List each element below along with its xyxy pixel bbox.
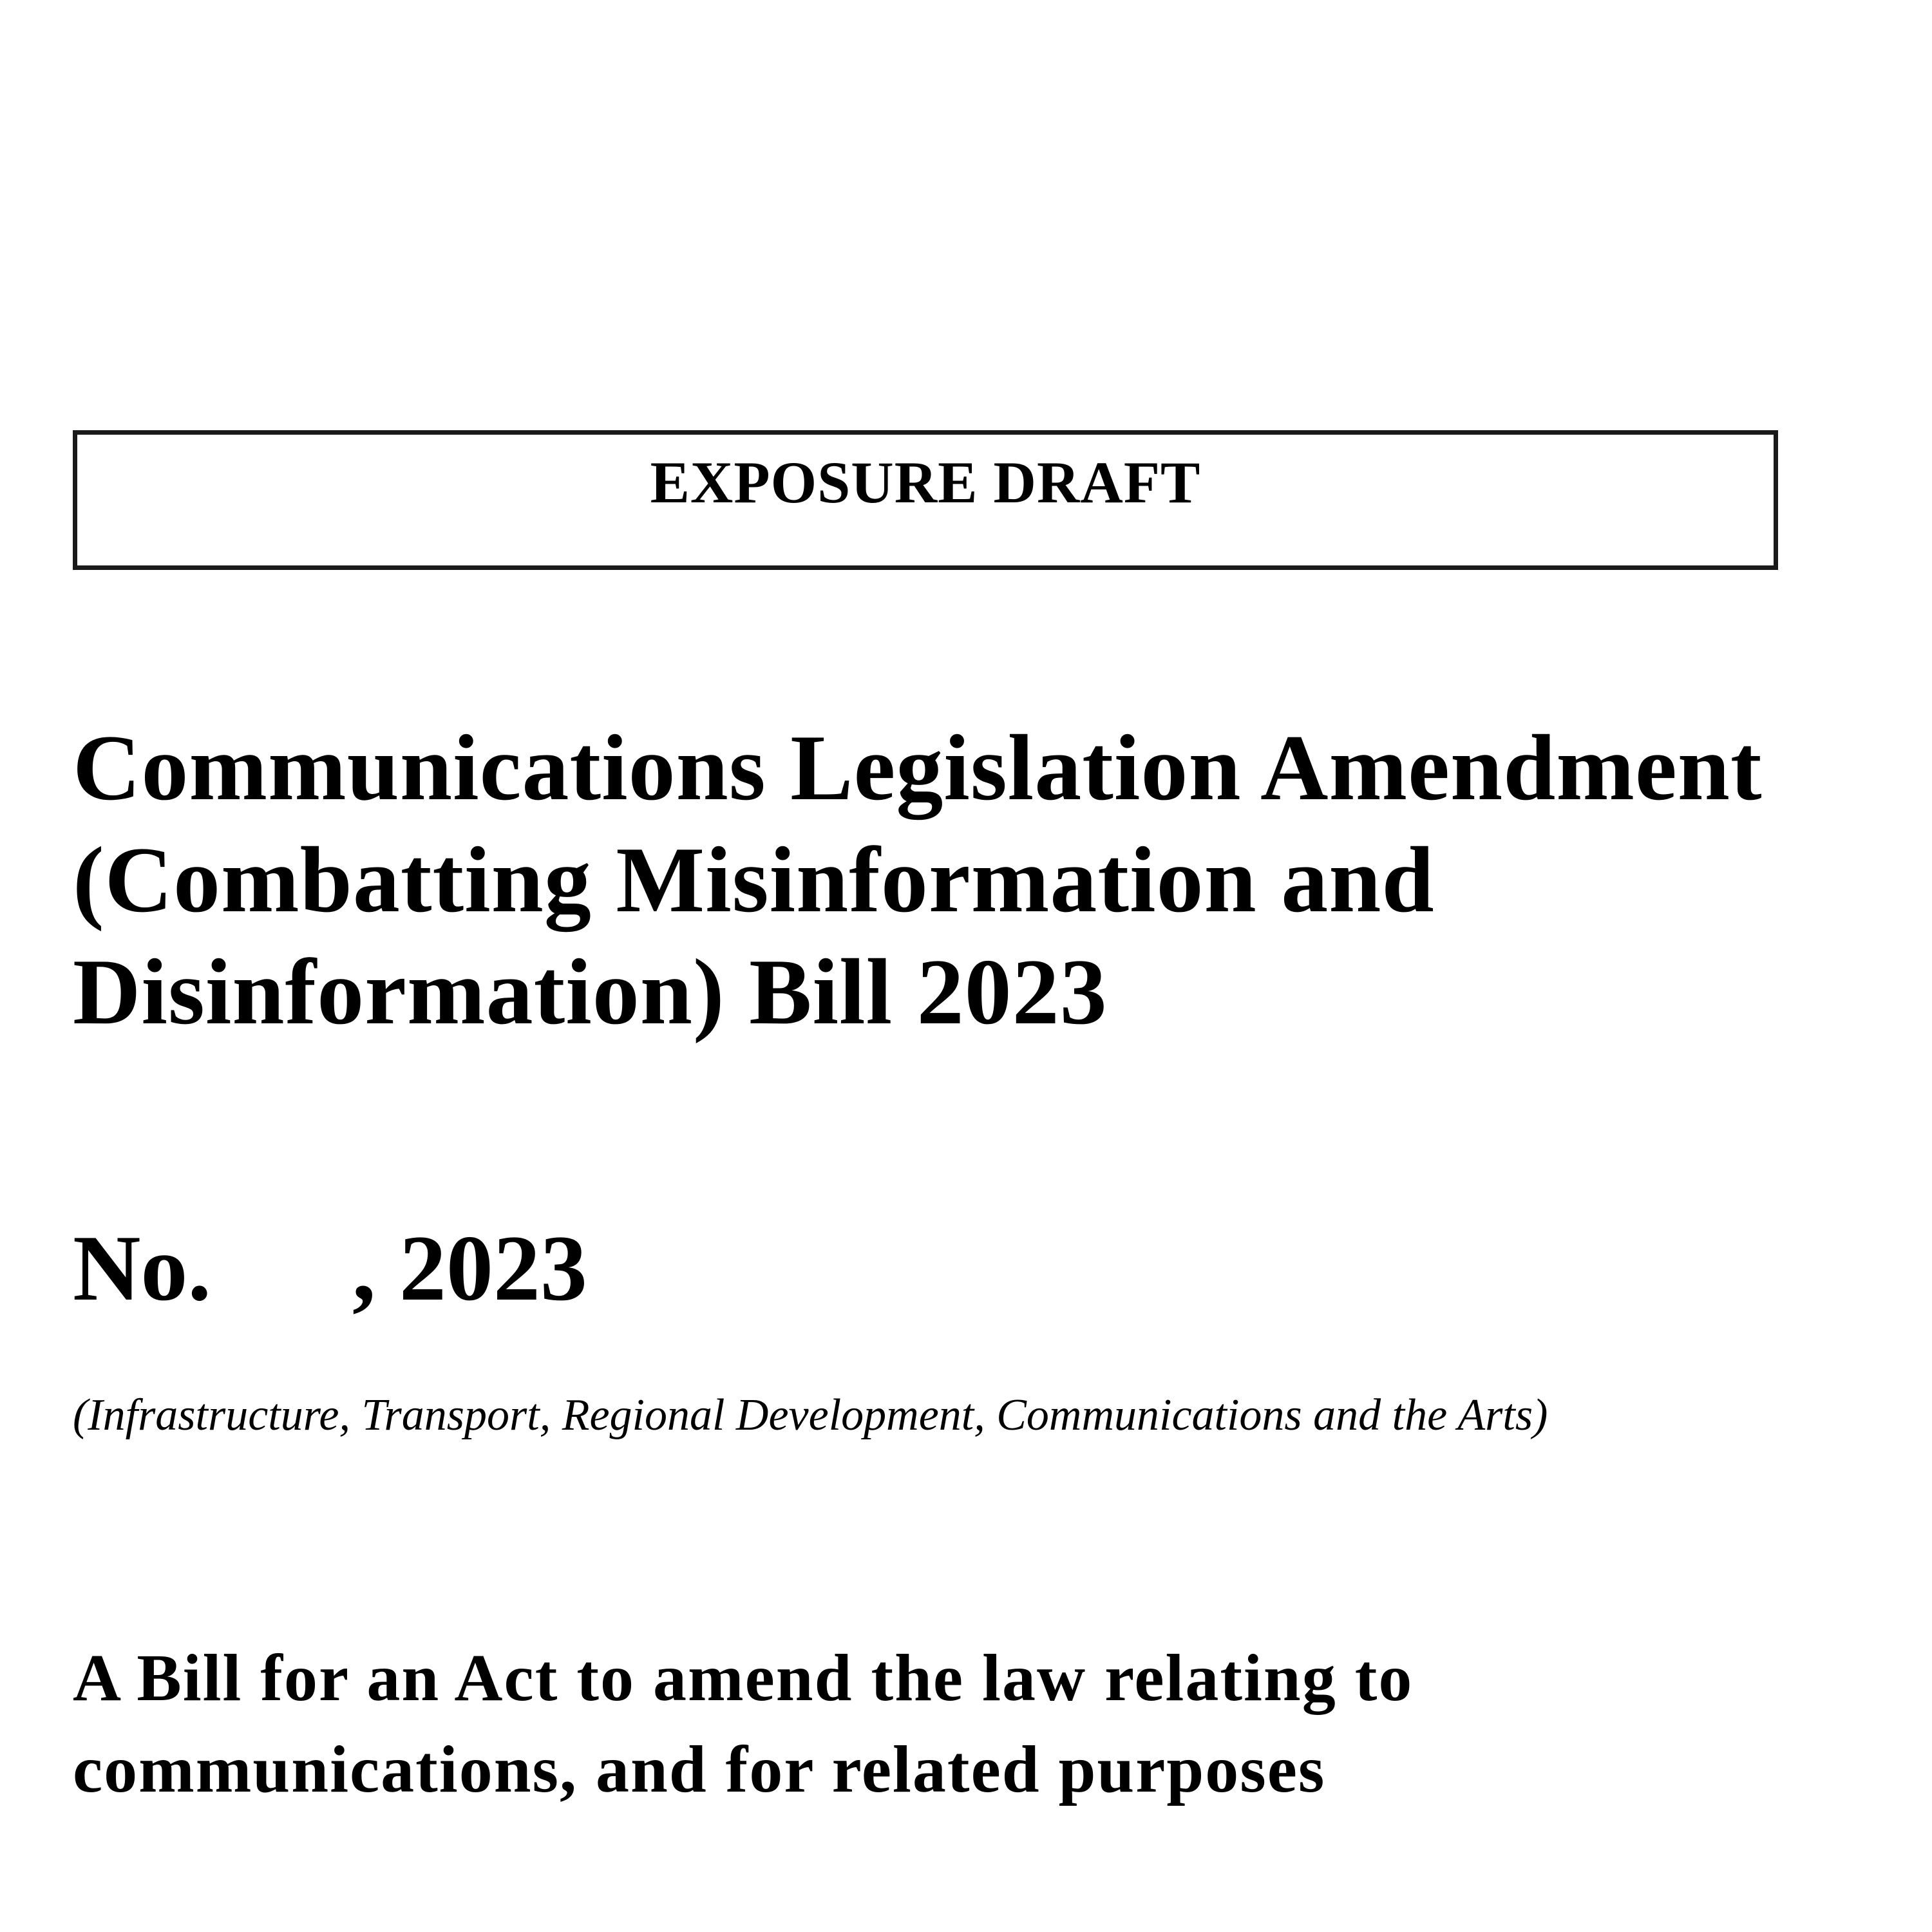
bill-long-title: A Bill for an Act to amend the law relating to communications, and for related purposes <box>73 1641 1414 1806</box>
exposure-draft-banner <box>73 430 1778 570</box>
portfolio-line: (Infrastructure, Transport, Regional Development, Communications and the Arts) <box>73 1390 1548 1440</box>
bill-title: Communications Legislation Amendment (Combatting Misinformation and Disinformation) Bill 2023 <box>73 715 1763 1044</box>
exposure-draft-label: EXPOSURE DRAFT <box>650 450 1201 515</box>
bill-number: No. , 2023 <box>73 1216 587 1320</box>
